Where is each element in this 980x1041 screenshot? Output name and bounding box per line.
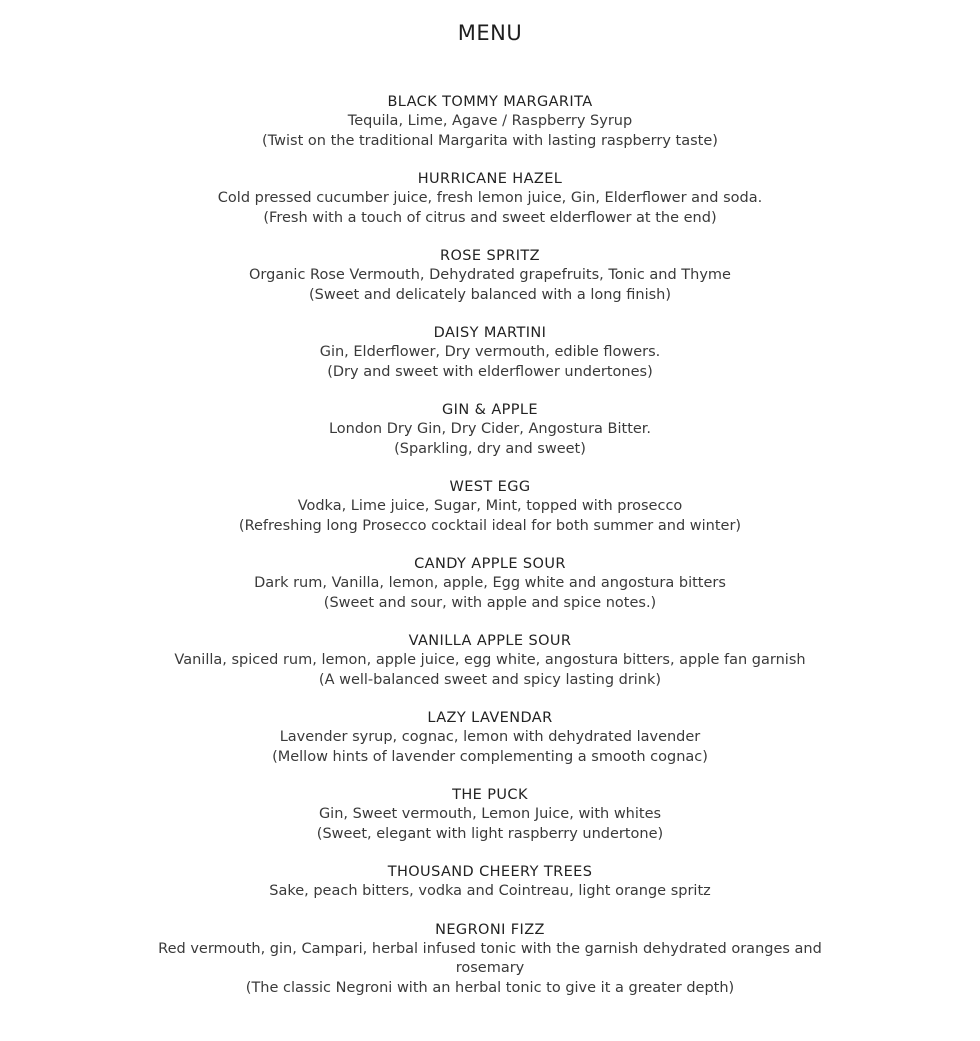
- drink-description: (A well-balanced sweet and spicy lasting drink): [318, 671, 662, 688]
- drink-description: (Refreshing long Prosecco cocktail ideal for both summer and winter): [238, 517, 742, 534]
- drink-name: THOUSAND CHEERY TREES: [387, 864, 593, 880]
- drink-ingredients: Red vermouth, gin, Campari, herbal infused tonic with the garnish dehydrated oranges and rosemary: [158, 940, 822, 976]
- drink-item-rose-spritz: [0, 246, 980, 305]
- drink-item-hurricane-hazel: [0, 169, 980, 228]
- drink-name: HURRICANE HAZEL: [417, 171, 563, 187]
- drink-ingredients: Organic Rose Vermouth, Dehydrated grapefruits, Tonic and Thyme: [249, 267, 731, 283]
- drink-item-the-puck: [0, 785, 980, 844]
- drink-ingredients: Gin, Sweet vermouth, Lemon Juice, with whites: [318, 806, 662, 822]
- drink-item-west-egg: [0, 477, 980, 536]
- drink-ingredients: Vodka, Lime juice, Sugar, Mint, topped with prosecco: [297, 498, 683, 514]
- drink-item-gin-and-apple: [0, 400, 980, 459]
- drink-name: LAZY LAVENDAR: [427, 710, 553, 726]
- drink-name: NEGRONI FIZZ: [435, 921, 545, 938]
- drink-name: WEST EGG: [449, 479, 531, 495]
- drink-name: THE PUCK: [452, 787, 528, 803]
- drink-name: GIN & APPLE: [442, 402, 538, 418]
- drink-description: (Dry and sweet with elderflower undertones): [327, 363, 653, 380]
- page-title: MENU: [457, 21, 523, 45]
- drink-ingredients: Gin, Elderflower, Dry vermouth, edible flowers.: [319, 344, 661, 360]
- drink-description: (Sweet, elegant with light raspberry undertone): [316, 825, 664, 842]
- drink-description: (Sparkling, dry and sweet): [394, 440, 586, 457]
- drink-description: (Twist on the traditional Margarita with lasting raspberry taste): [262, 132, 718, 149]
- drink-ingredients: Sake, peach bitters, vodka and Cointreau, light orange spritz: [269, 883, 711, 899]
- drink-name: VANILLA APPLE SOUR: [408, 633, 572, 649]
- drink-item-thousand-cheery-trees: [0, 862, 980, 902]
- drink-item-vanilla-apple-sour: [0, 631, 980, 690]
- drink-item-black-tommy-margarita: [0, 92, 980, 151]
- drink-ingredients-wrap: [140, 940, 840, 979]
- drink-name: CANDY APPLE SOUR: [414, 556, 566, 572]
- drink-item-daisy-martini: [0, 323, 980, 382]
- drink-ingredients: Vanilla, spiced rum, lemon, apple juice, egg white, angostura bitters, apple fan garnish: [174, 652, 806, 668]
- drink-item-candy-apple-sour: [0, 554, 980, 613]
- drink-item-negroni-fizz: [0, 920, 980, 999]
- drink-name: ROSE SPRITZ: [440, 248, 540, 264]
- drink-item-lazy-lavendar: [0, 708, 980, 767]
- drink-description: (The classic Negroni with an herbal tonic to give it a greater depth): [245, 979, 735, 996]
- drink-ingredients: Tequila, Lime, Agave / Raspberry Syrup: [347, 113, 633, 129]
- drink-list: [0, 92, 980, 998]
- drink-description: (Mellow hints of lavender complementing a smooth cognac): [272, 748, 708, 765]
- drink-name: BLACK TOMMY MARGARITA: [387, 94, 593, 110]
- drink-name: DAISY MARTINI: [433, 325, 547, 341]
- drink-ingredients: Lavender syrup, cognac, lemon with dehydrated lavender: [279, 729, 701, 745]
- drink-ingredients: Cold pressed cucumber juice, fresh lemon juice, Gin, Elderflower and soda.: [217, 190, 763, 206]
- drink-ingredients: Dark rum, Vanilla, lemon, apple, Egg white and angostura bitters: [254, 575, 726, 591]
- drink-description: (Sweet and sour, with apple and spice notes.): [323, 594, 657, 611]
- drink-description: (Fresh with a touch of citrus and sweet elderflower at the end): [263, 209, 717, 226]
- drink-description: (Sweet and delicately balanced with a long finish): [308, 286, 672, 303]
- drink-ingredients: London Dry Gin, Dry Cider, Angostura Bitter.: [328, 421, 652, 437]
